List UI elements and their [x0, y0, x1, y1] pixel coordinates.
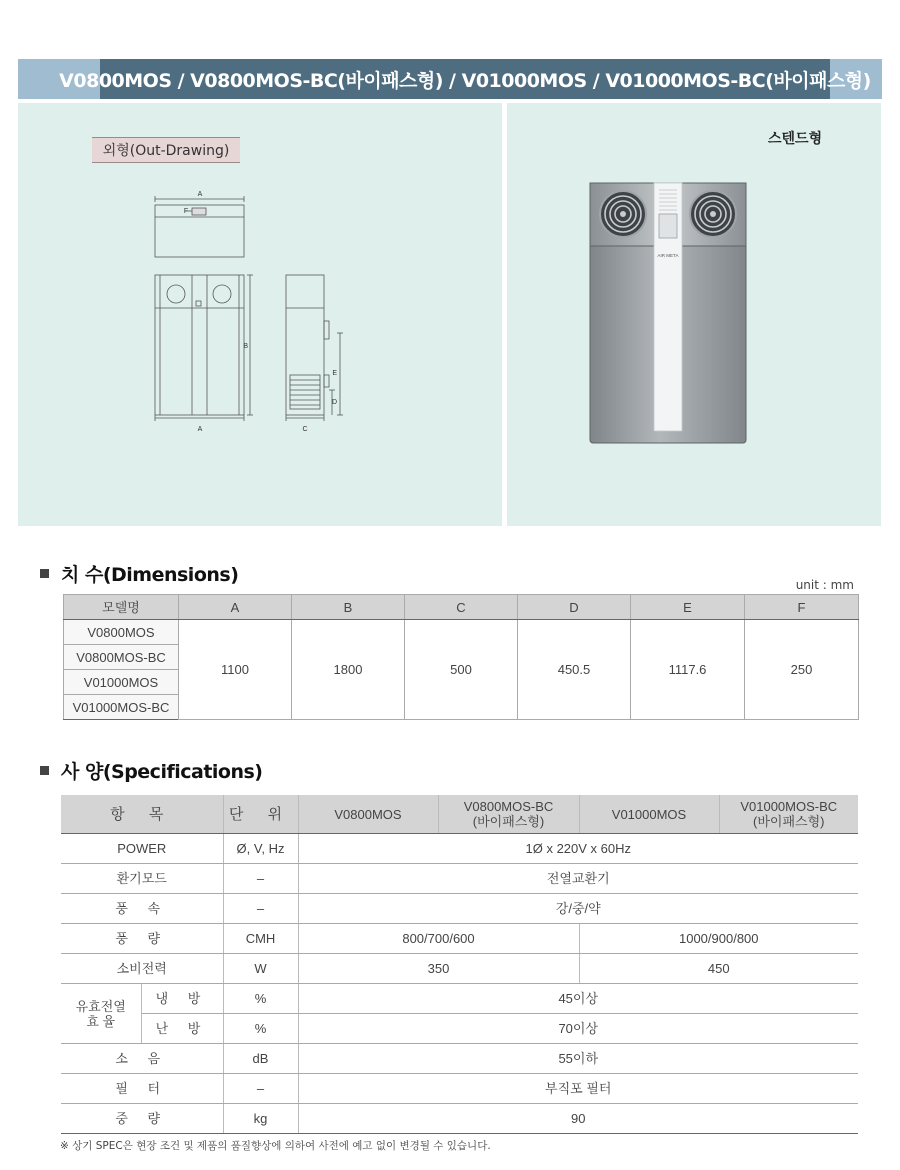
spec-unit: dB: [223, 1044, 298, 1074]
spec-value: 55이하: [298, 1044, 858, 1074]
spec-row-airflow: [61, 924, 858, 954]
spec-value-b: 450: [579, 954, 858, 984]
spec-unit: W: [223, 954, 298, 984]
specifications-section-title: 사 양(Specifications): [40, 757, 262, 784]
dimensions-table: [63, 594, 859, 720]
spec-unit: kg: [223, 1104, 298, 1134]
spec-unit: –: [223, 864, 298, 894]
header-model-3: V01000MOS: [579, 795, 719, 834]
spec-row-power-consumption: [61, 954, 858, 984]
spec-row-power: [61, 834, 858, 864]
dim-value-d: 450.5: [518, 620, 631, 720]
header-cell: E: [631, 595, 745, 620]
spec-label: 환기모드: [61, 864, 223, 894]
bullet-square-icon: [40, 766, 49, 775]
header-item: 항 목: [61, 795, 223, 834]
spec-row-efficiency-cooling: [61, 984, 858, 1014]
spec-value: 90: [298, 1104, 858, 1134]
header-cell: B: [292, 595, 405, 620]
header-model-4-sub: (바이패스형): [753, 814, 825, 829]
top-view-drawing: [155, 196, 244, 257]
dim-value-b: 1800: [292, 620, 405, 720]
product-brand: AIR META: [657, 253, 679, 258]
drawing-label: 외형(Out-Drawing): [92, 137, 240, 163]
header-cell: D: [518, 595, 631, 620]
dimensions-header-row: [64, 595, 859, 620]
dim-value-e: 1117.6: [631, 620, 745, 720]
header-model-4-name: V01000MOS-BC: [740, 799, 838, 814]
spec-label: 소비전력: [61, 954, 223, 984]
spec-value: 전열교환기: [298, 864, 858, 894]
header-model-1: V0800MOS: [298, 795, 438, 834]
out-drawing: [140, 185, 370, 440]
spec-sublabel: 냉 방: [141, 984, 223, 1014]
front-view-drawing: [155, 275, 253, 421]
spec-row-filter: [61, 1074, 858, 1104]
model-cell: V01000MOS: [64, 670, 179, 695]
spec-value: 부직포 필터: [298, 1074, 858, 1104]
spec-value: 1Ø x 220V x 60Hz: [298, 834, 858, 864]
header-model-2-name: V0800MOS-BC: [463, 799, 554, 814]
header-cell: C: [405, 595, 518, 620]
dim-label-b: B: [243, 343, 248, 350]
spec-unit: Ø, V, Hz: [223, 834, 298, 864]
spec-row-noise: [61, 1044, 858, 1074]
specs-header-row: [61, 795, 858, 834]
spec-value-a: 350: [298, 954, 579, 984]
spec-value-a: 800/700/600: [298, 924, 579, 954]
dim-label-d: D: [331, 399, 337, 406]
spec-unit: %: [223, 984, 298, 1014]
spec-value: 강/중/약: [298, 894, 858, 924]
dim-value-c: 500: [405, 620, 518, 720]
right-fan-icon: [690, 191, 736, 237]
header-model-2: [438, 795, 579, 834]
spec-label: 필 터: [61, 1074, 223, 1104]
product-image: [588, 180, 748, 446]
header-cell: 모델명: [64, 595, 179, 620]
spec-unit: %: [223, 1014, 298, 1044]
efficiency-label-line-2: 효 율: [86, 1013, 116, 1029]
model-cell: V0800MOS-BC: [64, 645, 179, 670]
spec-sublabel: 난 방: [141, 1014, 223, 1044]
dim-label-f: F: [183, 208, 189, 215]
spec-label: POWER: [61, 834, 223, 864]
model-cell: V01000MOS-BC: [64, 695, 179, 720]
table-row: [64, 620, 859, 645]
dimensions-unit: unit : mm: [795, 578, 854, 592]
efficiency-group-label: [61, 984, 141, 1044]
efficiency-label-line-1: 유효전열: [75, 998, 126, 1014]
header-model-2-sub: (바이패스형): [472, 814, 545, 829]
dim-label-e: E: [332, 370, 337, 377]
spec-label: 풍 량: [61, 924, 223, 954]
dim-label-a-bottom: A: [197, 426, 203, 433]
spec-value-b: 1000/900/800: [579, 924, 858, 954]
dim-label-c: C: [302, 426, 308, 433]
header-cell: F: [745, 595, 859, 620]
product-type-label: 스텐드형: [768, 131, 823, 147]
model-cell: V0800MOS: [64, 620, 179, 645]
spec-unit: –: [223, 1074, 298, 1104]
header-title-box: [59, 59, 871, 99]
spec-row-mode: [61, 864, 858, 894]
spec-unit: CMH: [223, 924, 298, 954]
spec-label: 중 량: [61, 1104, 223, 1134]
spec-row-efficiency-heating: [61, 1014, 858, 1044]
page-title: V0800MOS / V0800MOS-BC(바이패스형) / V01000MOS / V01000MOS-BC(바이패스형): [59, 69, 871, 92]
header-cell: A: [179, 595, 292, 620]
header-model-4: [719, 795, 858, 834]
specifications-table: [61, 795, 858, 1134]
header-unit: 단 위: [223, 795, 298, 834]
left-fan-icon: [600, 191, 646, 237]
dim-label-a-top: A: [197, 191, 203, 198]
spec-label: 소 음: [61, 1044, 223, 1074]
spec-row-wind-speed: [61, 894, 858, 924]
dim-value-f: 250: [745, 620, 859, 720]
spec-label: 풍 속: [61, 894, 223, 924]
bullet-square-icon: [40, 569, 49, 578]
footnote: ※ 상기 SPEC은 현장 조건 및 제품의 품질향상에 의하여 사전에 예고 없이 변경될 수 있습니다.: [60, 1140, 491, 1152]
dimensions-section-title: 치 수(Dimensions): [40, 560, 238, 587]
spec-value: 45이상: [298, 984, 858, 1014]
dim-value-a: 1100: [179, 620, 292, 720]
spec-unit: –: [223, 894, 298, 924]
spec-value: 70이상: [298, 1014, 858, 1044]
spec-row-weight: [61, 1104, 858, 1134]
